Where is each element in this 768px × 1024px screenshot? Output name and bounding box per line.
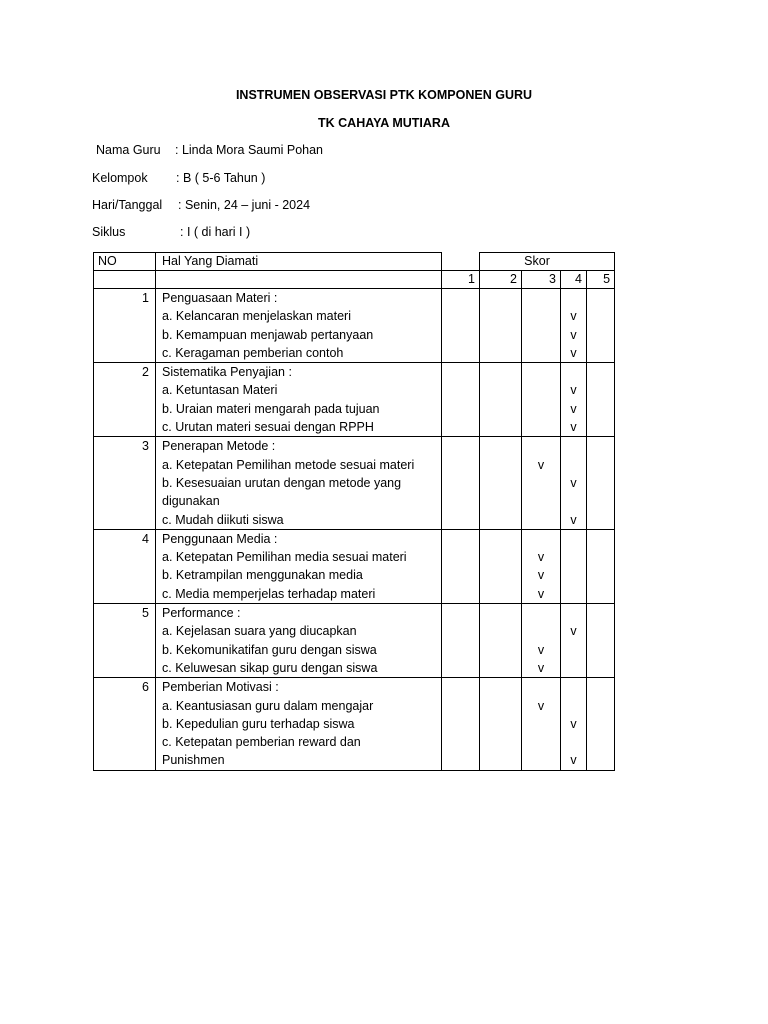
check-mark: v [570,753,577,768]
info-label-nama-guru: Nama Guru [96,143,161,157]
check-mark [587,400,614,418]
check-mark [442,566,479,584]
aspect-line: a. Kelancaran menjelaskan materi [162,309,351,324]
check-mark [522,400,560,418]
subheader-no-blank [94,271,156,289]
check-mark [587,363,614,381]
check-mark [587,548,614,566]
aspect-line: a. Ketepatan Pemilihan metode sesuai materi [162,457,415,472]
check-mark [480,604,521,622]
score-cell-3 [522,363,561,437]
row-number [94,529,156,603]
table-row [94,604,615,678]
aspect-line: a. Ketepatan Pemilihan media sesuai materi [162,550,407,565]
check-mark [480,566,521,584]
check-mark [587,697,614,715]
check-mark [480,715,521,733]
score-cell-3 [522,529,561,603]
check-mark: v [570,309,577,324]
observed-aspect [156,437,442,529]
check-mark [587,678,614,696]
check-mark [442,474,479,492]
check-mark: v [570,345,577,360]
check-mark [561,604,586,622]
score-cell-3 [522,289,561,363]
table-row [94,678,615,770]
header-score: Skor [480,253,615,271]
check-mark [561,678,586,696]
check-mark: v [570,624,577,639]
score-cell-3 [522,604,561,678]
aspect-line: b. Ketrampilan menggunakan media [162,568,363,583]
check-mark [442,697,479,715]
score-cell-1 [442,529,480,603]
check-mark [561,289,586,307]
subheader-item-blank [156,271,442,289]
aspect-line: b. Kesesuaian urutan dengan metode yang [162,475,402,490]
check-mark [480,697,521,715]
check-mark [442,511,479,529]
check-mark: v [570,512,577,527]
check-mark [442,641,479,659]
check-mark [522,511,560,529]
table-subheader-row [94,271,615,289]
row-number [94,437,156,529]
aspect-line: b. Uraian materi mengarah pada tujuan [162,401,380,416]
score-cell-2 [480,363,522,437]
check-mark [480,363,521,381]
aspect-heading: Pemberian Motivasi : [162,680,279,695]
check-mark [442,437,479,455]
table-body [94,289,615,771]
row-number-text: 6 [142,680,149,695]
aspect-line: digunakan [162,494,220,509]
score-cell-1 [442,678,480,770]
aspect-line: b. Kemampuan menjawab pertanyaan [162,327,374,342]
check-mark [587,437,614,455]
observed-aspect [156,289,442,363]
check-mark [480,733,521,751]
aspect-line: c. Mudah diikuti siswa [162,512,284,527]
check-mark [587,511,614,529]
row-number-text: 3 [142,439,149,454]
check-mark [561,437,586,455]
aspect-heading: Penggunaan Media : [162,531,278,546]
check-mark: v [537,550,545,565]
check-mark [480,307,521,325]
check-mark [442,751,479,769]
check-mark [480,492,521,510]
check-mark [480,585,521,603]
table-header-row [94,253,615,271]
score-cell-4 [561,289,587,363]
check-mark: v [570,401,577,416]
observed-aspect [156,363,442,437]
check-mark [442,492,479,510]
check-mark [480,289,521,307]
score-cell-4 [561,437,587,529]
table-row [94,363,615,437]
check-mark [561,566,586,584]
check-mark [522,492,560,510]
check-mark [480,326,521,344]
check-mark [442,715,479,733]
check-mark [561,697,586,715]
aspect-line: a. Ketuntasan Materi [162,383,278,398]
observed-aspect [156,529,442,603]
check-mark [442,344,479,362]
aspect-heading: Performance : [162,606,241,621]
check-mark [442,530,479,548]
observation-table [93,252,615,771]
aspect-line: c. Media memperjelas terhadap materi [162,586,376,601]
score-cell-5 [587,678,615,770]
aspect-line: c. Ketepatan pemberian reward dan [162,735,361,750]
check-mark [587,715,614,733]
score-cell-1 [442,289,480,363]
check-mark [587,733,614,751]
check-mark [442,548,479,566]
check-mark: v [537,698,545,713]
document-title: INSTRUMEN OBSERVASI PTK KOMPONEN GURU [235,88,533,102]
check-mark [442,733,479,751]
aspect-line: Punishmen [162,753,225,768]
check-mark [442,622,479,640]
check-mark [587,474,614,492]
observed-aspect [156,678,442,770]
check-mark [480,437,521,455]
check-mark [522,678,560,696]
check-mark [561,548,586,566]
check-mark [442,381,479,399]
score-label-5: 5 [587,271,615,289]
aspect-heading: Penerapan Metode : [162,439,276,454]
aspect-heading: Penguasaan Materi : [162,291,278,305]
check-mark [522,289,560,307]
check-mark [587,659,614,677]
check-mark [480,381,521,399]
check-mark [587,418,614,436]
info-value-kelompok: : B ( 5-6 Tahun ) [176,171,266,185]
check-mark [480,641,521,659]
row-number [94,363,156,437]
info-value-siklus: : I ( di hari I ) [180,225,251,239]
score-cell-2 [480,678,522,770]
check-mark: v [570,383,577,398]
check-mark [480,400,521,418]
check-mark [522,604,560,622]
aspect-line: c. Keluwesan sikap guru dengan siswa [162,660,378,675]
score-cell-5 [587,604,615,678]
check-mark [480,344,521,362]
header-score-gap [442,253,480,271]
check-mark [442,289,479,307]
row-number [94,289,156,363]
check-mark [587,289,614,307]
check-mark [561,492,586,510]
aspect-line: b. Kekomunikatifan guru dengan siswa [162,642,377,657]
check-mark [480,511,521,529]
check-mark [480,678,521,696]
check-mark [587,566,614,584]
check-mark [522,363,560,381]
check-mark [480,530,521,548]
score-cell-5 [587,363,615,437]
score-cell-2 [480,289,522,363]
check-mark [442,456,479,474]
check-mark [480,418,521,436]
check-mark [522,715,560,733]
check-mark [561,585,586,603]
row-number [94,604,156,678]
info-label-kelompok: Kelompok [92,171,148,185]
score-label-2: 2 [480,271,522,289]
score-label-3: 3 [522,271,561,289]
check-mark [522,733,560,751]
check-mark [442,418,479,436]
check-mark [442,400,479,418]
score-cell-5 [587,529,615,603]
check-mark: v [537,457,545,472]
row-number [94,678,156,770]
score-cell-2 [480,604,522,678]
check-mark [561,641,586,659]
check-mark [561,530,586,548]
score-cell-5 [587,437,615,529]
check-mark [587,751,614,769]
check-mark [587,585,614,603]
aspect-heading: Sistematika Penyajian : [162,365,292,380]
aspect-line: a. Keantusiasan guru dalam mengajar [162,698,374,713]
check-mark [522,418,560,436]
score-cell-2 [480,529,522,603]
check-mark [522,751,560,769]
score-cell-3 [522,437,561,529]
score-cell-4 [561,363,587,437]
score-cell-4 [561,604,587,678]
check-mark [522,344,560,362]
check-mark [587,456,614,474]
check-mark [522,474,560,492]
info-value-hari-tanggal: : Senin, 24 – juni - 2024 [178,198,311,212]
aspect-line: c. Urutan materi sesuai dengan RPPH [162,420,374,435]
check-mark [587,344,614,362]
score-cell-5 [587,289,615,363]
check-mark [587,326,614,344]
score-label-4: 4 [561,271,587,289]
aspect-line: c. Keragaman pemberian contoh [162,345,344,360]
aspect-line: a. Kejelasan suara yang diucapkan [162,624,357,639]
check-mark [442,363,479,381]
info-label-siklus: Siklus [92,225,126,239]
row-number-text: 1 [142,291,149,305]
table-row [94,529,615,603]
info-value-nama-guru: : Linda Mora Saumi Pohan [175,143,324,157]
check-mark: v [570,716,577,731]
info-label-hari-tanggal: Hari/Tanggal [92,198,163,212]
score-cell-1 [442,604,480,678]
check-mark [480,548,521,566]
row-number-text: 2 [142,365,149,380]
check-mark [587,641,614,659]
check-mark: v [537,660,545,675]
check-mark [587,622,614,640]
check-mark [522,437,560,455]
score-cell-1 [442,437,480,529]
score-cell-2 [480,437,522,529]
check-mark [480,659,521,677]
check-mark [480,751,521,769]
check-mark [480,622,521,640]
check-mark [587,604,614,622]
score-cell-4 [561,529,587,603]
check-mark: v [570,475,577,490]
aspect-line: b. Kepedulian guru terhadap siswa [162,716,355,731]
document-subtitle: TK CAHAYA MUTIARA [318,116,450,130]
observed-aspect [156,604,442,678]
row-number-text: 5 [142,606,149,621]
check-mark [587,307,614,325]
score-cell-1 [442,363,480,437]
check-mark [587,530,614,548]
check-mark: v [570,420,577,435]
check-mark [561,659,586,677]
check-mark [442,326,479,344]
table-row [94,289,615,363]
score-label-1: 1 [442,271,480,289]
header-item: Hal Yang Diamati [156,253,442,271]
check-mark: v [537,568,545,583]
check-mark [561,363,586,381]
check-mark: v [570,327,577,342]
check-mark [522,326,560,344]
check-mark [442,585,479,603]
row-number-text: 4 [142,531,149,546]
check-mark [561,456,586,474]
table-row [94,437,615,529]
header-no: NO [94,253,156,271]
check-mark [561,733,586,751]
check-mark [587,381,614,399]
check-mark [442,604,479,622]
check-mark: v [537,586,545,601]
check-mark [480,456,521,474]
check-mark [522,622,560,640]
check-mark [587,492,614,510]
check-mark [522,307,560,325]
check-mark [480,474,521,492]
score-cell-3 [522,678,561,770]
check-mark: v [537,642,545,657]
check-mark [442,659,479,677]
check-mark [442,307,479,325]
score-cell-4 [561,678,587,770]
check-mark [522,381,560,399]
check-mark [522,530,560,548]
check-mark [442,678,479,696]
